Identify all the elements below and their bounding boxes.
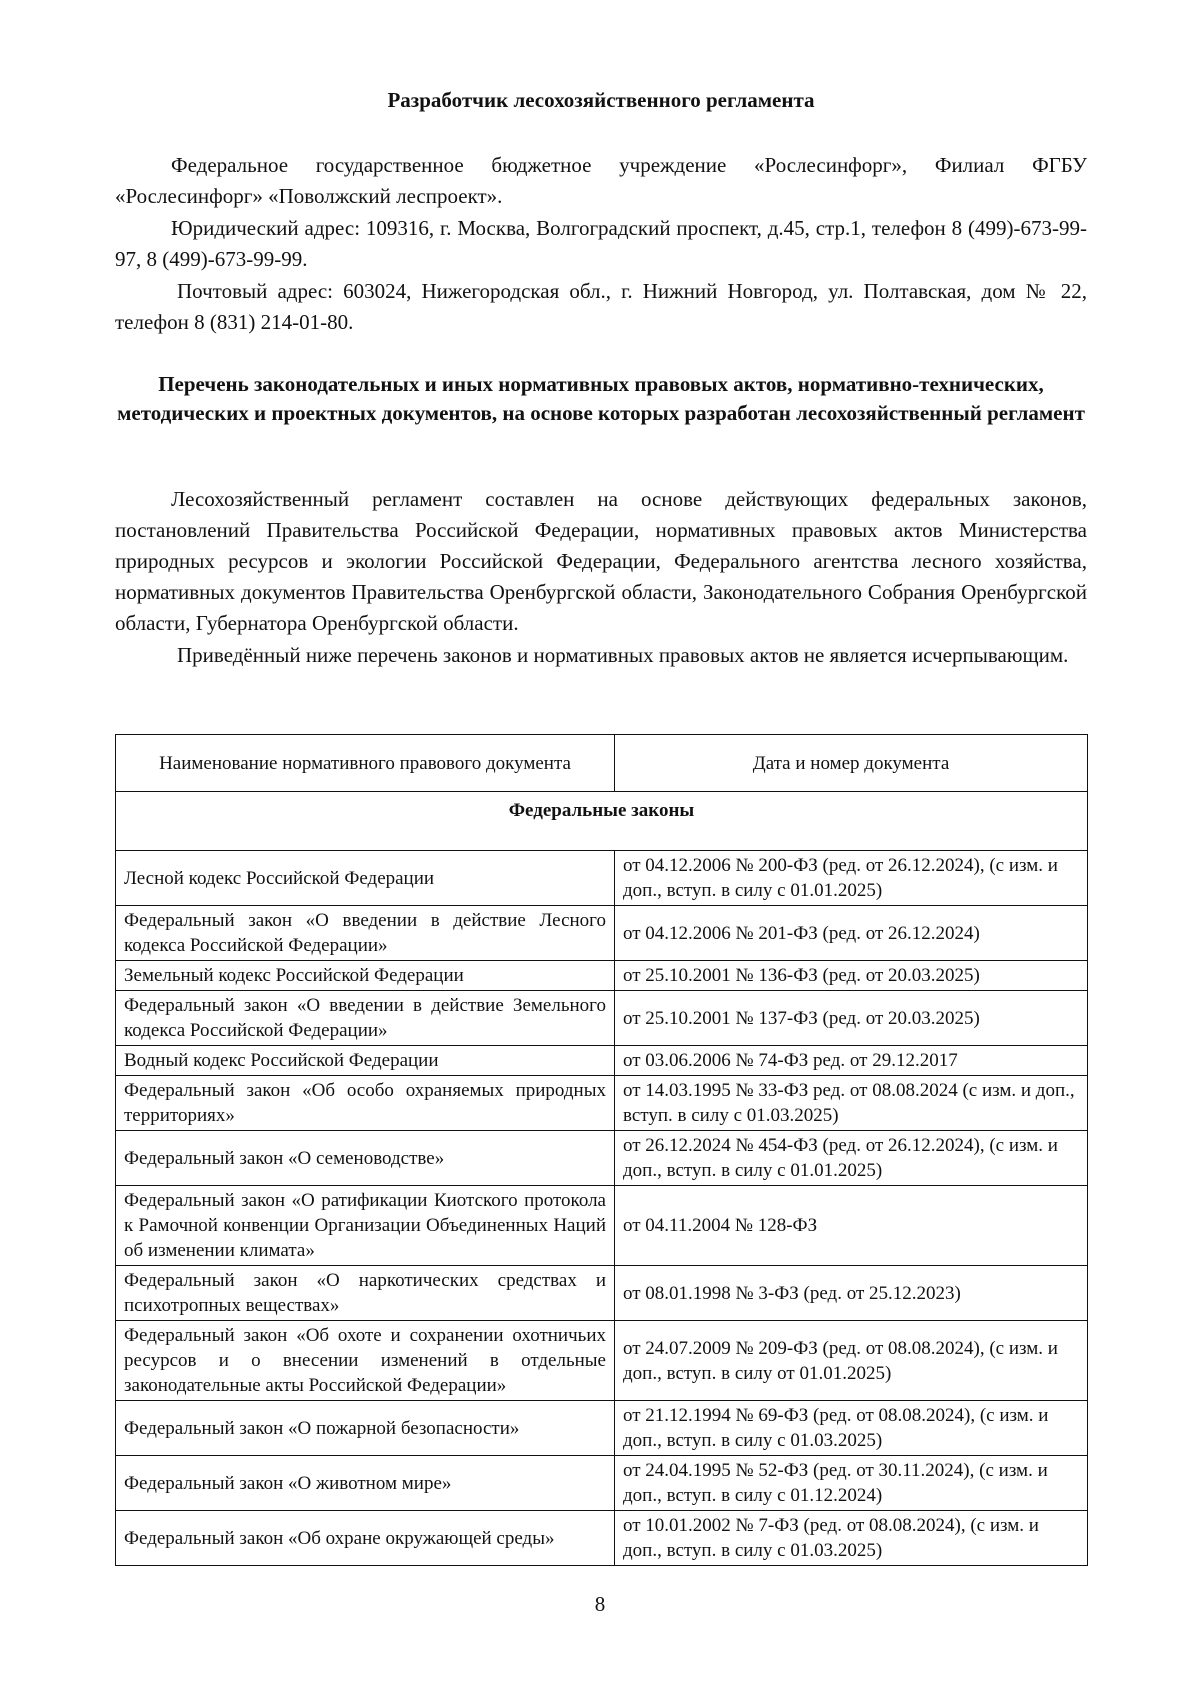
header-document-date: Дата и номер документа	[615, 735, 1088, 792]
law-name-cell: Федеральный закон «О наркотических средствах и психотропных веществах»	[116, 1266, 615, 1321]
table-row	[116, 1266, 1088, 1321]
law-date-cell: от 24.04.1995 № 52-ФЗ (ред. от 30.11.2024), (с изм. и доп., вступ. в силу с 01.12.2024)	[615, 1456, 1088, 1511]
note-paragraph: Приведённый ниже перечень законов и нормативных правовых актов не является исчерпывающим.	[177, 643, 1069, 667]
table-row	[116, 1401, 1088, 1456]
table-row	[116, 1511, 1088, 1566]
law-date-cell: от 14.03.1995 № 33-ФЗ ред. от 08.08.2024 (с изм. и доп., вступ. в силу с 01.03.2025)	[615, 1076, 1088, 1131]
table-row	[116, 991, 1088, 1046]
law-name-cell: Федеральный закон «Об охране окружающей среды»	[116, 1511, 615, 1566]
law-name-cell: Федеральный закон «О семеноводстве»	[116, 1131, 615, 1186]
law-date-cell: от 04.11.2004 № 128-ФЗ	[615, 1186, 1088, 1266]
table-row	[116, 1131, 1088, 1186]
law-date-cell: от 08.01.1998 № 3-ФЗ (ред. от 25.12.2023)	[615, 1266, 1088, 1321]
law-name-cell: Федеральный закон «О введении в действие Земельного кодекса Российской Федерации»	[116, 991, 615, 1046]
law-name-cell: Федеральный закон «О пожарной безопасности»	[116, 1401, 615, 1456]
developer-organization: Федеральное государственное бюджетное учреждение «Рослесинфорг», Филиал ФГБУ «Рослесинфорг» «Поволжский леспроект».	[115, 153, 1087, 208]
section-heading: Перечень законодательных и иных нормативных правовых актов, нормативно-технических, методических и проектных документов, на основе которых разработан лесохозяйственный регламент	[117, 372, 1085, 425]
law-date-cell: от 03.06.2006 № 74-ФЗ ред. от 29.12.2017	[615, 1046, 1088, 1076]
table-row	[116, 1186, 1088, 1266]
table-section-row	[116, 792, 1088, 851]
law-date-cell: от 26.12.2024 № 454-ФЗ (ред. от 26.12.2024), (с изм. и доп., вступ. в силу с 01.01.2025)	[615, 1131, 1088, 1186]
intro-paragraph: Лесохозяйственный регламент составлен на основе действующих федеральных законов, постановлений Правительства Российской Федерации, нормативных правовых актов Министерства природных ресурсов и экологии Российской Федерации, Федерального агентства лесного хозяйства, нормативных документов Правительства Оренбургской области, Законодательного Собрания Оренбургской области, Губернатора Оренбургской области.	[115, 487, 1087, 635]
section-federal-laws: Федеральные законы	[116, 792, 1088, 851]
table-row	[116, 1321, 1088, 1401]
law-date-cell: от 25.10.2001 № 136-ФЗ (ред. от 20.03.2025)	[615, 961, 1088, 991]
postal-address: Почтовый адрес: 603024, Нижегородская обл., г. Нижний Новгород, ул. Полтавская, дом № 22, телефон 8 (831) 214-01-80.	[115, 279, 1087, 334]
legal-address: Юридический адрес: 109316, г. Москва, Волгоградский проспект, д.45, стр.1, телефон 8 (499)-673-99-97, 8 (499)-673-99-99.	[115, 216, 1087, 271]
law-name-cell: Водный кодекс Российской Федерации	[116, 1046, 615, 1076]
table-row	[116, 906, 1088, 961]
law-date-cell: от 21.12.1994 № 69-ФЗ (ред. от 08.08.2024), (с изм. и доп., вступ. в силу с 01.03.2025)	[615, 1401, 1088, 1456]
law-name-cell: Федеральный закон «О ратификации Киотского протокола к Рамочной конвенции Организации Объединенных Наций об изменении климата»	[116, 1186, 615, 1266]
table-row	[116, 961, 1088, 991]
law-name-cell: Лесной кодекс Российской Федерации	[116, 851, 615, 906]
table-row	[116, 1076, 1088, 1131]
law-name-cell: Федеральный закон «О введении в действие Лесного кодекса Российской Федерации»	[116, 906, 615, 961]
law-date-cell: от 25.10.2001 № 137-ФЗ (ред. от 20.03.2025)	[615, 991, 1088, 1046]
developer-heading: Разработчик лесохозяйственного регламента	[387, 88, 815, 112]
law-name-cell: Земельный кодекс Российской Федерации	[116, 961, 615, 991]
page-number: 8	[594, 1592, 606, 1616]
table-header-row	[116, 735, 1088, 792]
laws-table	[115, 734, 1088, 1566]
law-name-cell: Федеральный закон «Об охоте и сохранении охотничьих ресурсов и о внесении изменений в отдельные законодательные акты Российской Федерации»	[116, 1321, 615, 1401]
law-date-cell: от 04.12.2006 № 200-ФЗ (ред. от 26.12.2024), (с изм. и доп., вступ. в силу с 01.01.2025)	[615, 851, 1088, 906]
table-row	[116, 1456, 1088, 1511]
table-row	[116, 851, 1088, 906]
law-date-cell: от 04.12.2006 № 201-ФЗ (ред. от 26.12.2024)	[615, 906, 1088, 961]
table-row	[116, 1046, 1088, 1076]
law-name-cell: Федеральный закон «О животном мире»	[116, 1456, 615, 1511]
law-date-cell: от 24.07.2009 № 209-ФЗ (ред. от 08.08.2024), (с изм. и доп., вступ. в силу от 01.01.2025)	[615, 1321, 1088, 1401]
header-document-name: Наименование нормативного правового документа	[116, 735, 615, 792]
law-name-cell: Федеральный закон «Об особо охраняемых природных территориях»	[116, 1076, 615, 1131]
law-date-cell: от 10.01.2002 № 7-ФЗ (ред. от 08.08.2024), (с изм. и доп., вступ. в силу с 01.03.2025)	[615, 1511, 1088, 1566]
